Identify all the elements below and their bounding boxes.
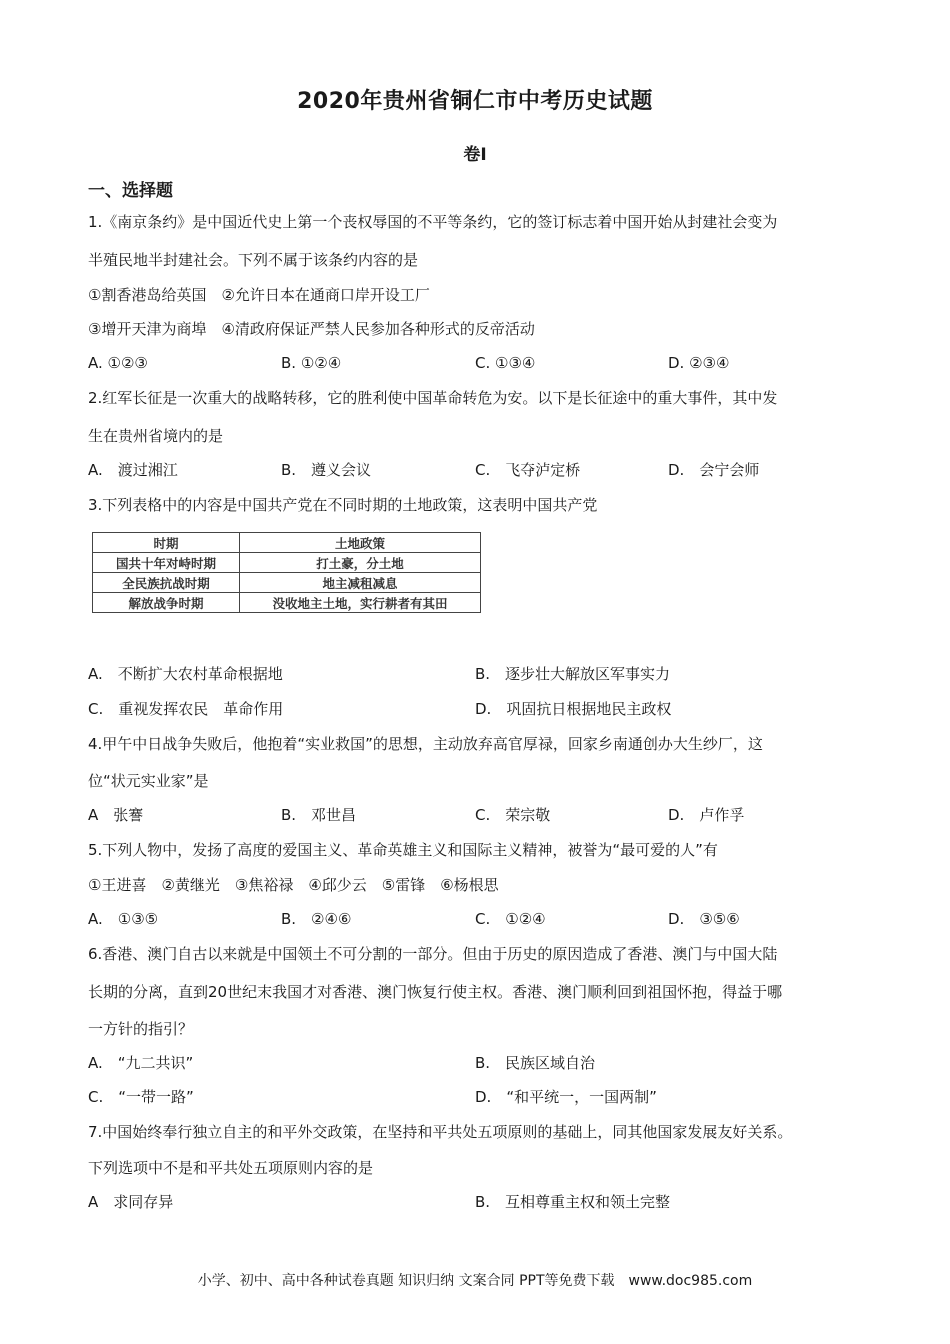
q4-stem-line1: 4.甲午中日战争失败后，他抱着“实业救国”的思想，主动放弃高官厚禄，回家乡南通创办大生纱厂，这 [88, 735, 763, 753]
volume-heading: 卷Ⅰ [463, 145, 487, 165]
q5-option-c: C. ①②④ [475, 910, 546, 928]
q4-option-b: B. 邓世昌 [281, 806, 357, 824]
q7-option-b: B. 互相尊重主权和领土完整 [475, 1193, 671, 1211]
q1-stem-line1: 1.《南京条约》是中国近代史上第一个丧权辱国的不平等条约，它的签订标志着中国开始从封建社会变为 [88, 213, 778, 231]
page-title: 2020年贵州省铜仁市中考历史试题 [297, 89, 653, 114]
table-cell-policy: 打土豪，分土地 [240, 553, 481, 573]
q6-option-d: D. “和平统一，一国两制” [475, 1088, 657, 1106]
q1-option-b: B. ①②④ [281, 354, 342, 372]
table-row [93, 573, 481, 593]
table-row [93, 553, 481, 573]
q5-option-d: D. ③⑤⑥ [668, 910, 740, 928]
page-footer: 小学、初中、高中各种试卷真题 知识归纳 文案合同 PPT等免费下载 www.doc985.com [197, 1273, 753, 1289]
q2-stem-line2: 生在贵州省境内的是 [88, 427, 224, 445]
q6-option-b: B. 民族区域自治 [475, 1054, 596, 1072]
q4-option-d: D. 卢作孚 [668, 806, 745, 824]
q7-option-a: A 求同存异 [88, 1193, 174, 1211]
q5-stem-line1: 5.下列人物中，发扬了高度的爱国主义、革命英雄主义和国际主义精神，被誉为“最可爱的人”有 [88, 841, 718, 859]
q1-option-a: A. ①②③ [88, 354, 148, 372]
q3-stem-line1: 3.下列表格中的内容是中国共产党在不同时期的土地政策，这表明中国共产党 [88, 496, 598, 514]
table-cell-policy: 地主减租减息 [240, 573, 481, 593]
q6-stem-line1: 6.香港、澳门自古以来就是中国领土不可分割的一部分。但由于历史的原因造成了香港、澳门与中国大陆 [88, 945, 778, 963]
q4-option-a: A 张謇 [88, 806, 144, 824]
q1-item-line1: ①割香港岛给英国 ②允许日本在通商口岸开设工厂 [88, 286, 430, 304]
table-cell-period: 全民族抗战时期 [93, 573, 240, 593]
q5-item-line1: ①王进喜 ②黄继光 ③焦裕禄 ④邱少云 ⑤雷锋 ⑥杨根思 [88, 876, 499, 894]
q6-stem-line2: 长期的分离，直到20世纪末我国才对香港、澳门恢复行使主权。香港、澳门顺利回到祖国怀抱，得益于哪 [88, 983, 783, 1001]
q7-stem-line2: 下列选项中不是和平共处五项原则内容的是 [88, 1159, 374, 1177]
q6-option-c: C. “一带一路” [88, 1088, 194, 1106]
q7-stem-line1: 7.中国始终奉行独立自主的和平外交政策，在坚持和平共处五项原则的基础上，同其他国家发展友好关系。 [88, 1123, 793, 1141]
table-row [93, 593, 481, 613]
table-cell-period: 解放战争时期 [93, 593, 240, 613]
q2-option-b: B. 遵义会议 [281, 461, 372, 479]
section-heading: 一、选择题 [88, 181, 173, 201]
q1-option-d: D. ②③④ [668, 354, 730, 372]
q2-stem-line1: 2.红军长征是一次重大的战略转移，它的胜利使中国革命转危为安。以下是长征途中的重大事件，其中发 [88, 389, 778, 407]
q2-option-d: D. 会宁会师 [668, 461, 760, 479]
table-header-row [93, 533, 481, 553]
q5-option-a: A. ①③⑤ [88, 910, 159, 928]
q3-option-b: B. 逐步壮大解放区军事实力 [475, 665, 671, 683]
q2-option-a: A. 渡过湘江 [88, 461, 178, 479]
table-cell-policy: 没收地主土地，实行耕者有其田 [240, 593, 481, 613]
q4-stem-line2: 位“状元实业家”是 [88, 772, 209, 790]
q1-option-c: C. ①③④ [475, 354, 536, 372]
table-header-period: 时期 [93, 533, 240, 553]
q2-option-c: C. 飞夺泸定桥 [475, 461, 581, 479]
q1-item-line2: ③增开天津为商埠 ④清政府保证严禁人民参加各种形式的反帝活动 [88, 320, 535, 338]
q4-option-c: C. 荣宗敬 [475, 806, 551, 824]
q6-option-a: A. “九二共识” [88, 1054, 194, 1072]
q3-option-a: A. 不断扩大农村革命根据地 [88, 665, 283, 683]
q6-stem-line3: 一方针的指引？ [88, 1020, 194, 1038]
table-cell-period: 国共十年对峙时期 [93, 553, 240, 573]
q3-option-d: D. 巩固抗日根据地民主政权 [475, 700, 672, 718]
table-header-policy: 土地政策 [240, 533, 481, 553]
q3-option-c: C. 重视发挥农民 革命作用 [88, 700, 284, 718]
q1-stem-line2: 半殖民地半封建社会。下列不属于该条约内容的是 [88, 251, 419, 269]
land-policy-table [92, 532, 481, 613]
q5-option-b: B. ②④⑥ [281, 910, 352, 928]
